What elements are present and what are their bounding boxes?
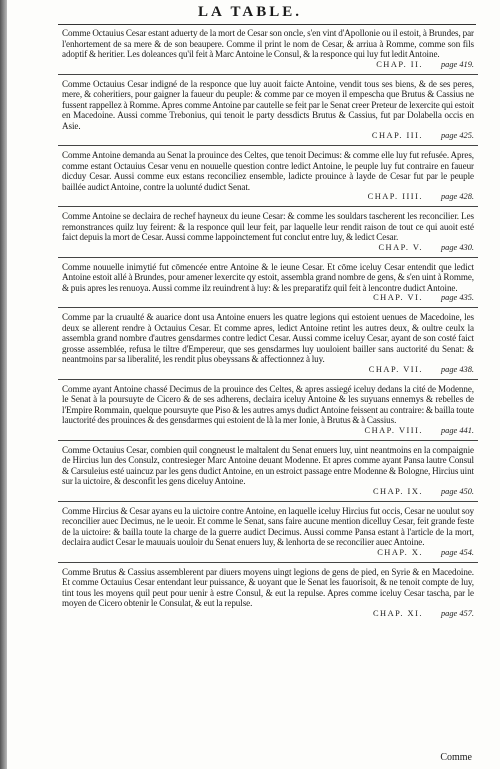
page-number: page 438. [440,364,474,374]
toc-entry [62,506,474,563]
entry-summary: Comme Hircius & Cesar ayans eu la uictoire contre Antoine, en laquelle iceluy Hircius fut occis, Cesar ne uoulut soy reconcilier auec Decimus, ne le ueoir. Et comme le Senat, sans faire aucune mention dicelluy Cesar, feit grande feste de la uictoire: & bailla toute la charge de la guerre audict Decimus. Aussi comme Pansa estant à l'article de la mort, declaira audict Cesar le mauuais uouloir du Senat enuers luy, & lenhorta de se reconcilier auec Antoine. [62,505,474,547]
entry-divider [58,257,478,258]
entry-reference [62,365,474,375]
toc-entry [62,262,474,309]
entry-divider [58,307,478,308]
chapter-number: CHAP. V. [378,242,423,252]
entry-reference [62,131,474,141]
entry-divider [58,74,478,75]
entry-summary: Comme Brutus & Cassius assemblerent par diuers moyens uingt legions de gens de pied, en Syrie & en Macedoine. Et comme Octauius Cesar entendant leur puissance, & uoyant que le Senat les fauorisoit, & ne tenoit compte de luy, tint tous les moyens quil peut pour uenir à estre Consul, & eut la repulse. Apres comme iceluy Cesar tascha, par le moyen de Cicero obtenir le Consulat, & eut la repulse. [62,566,474,608]
toc-entry [62,79,474,147]
page-header: LA TABLE. [198,4,302,20]
entry-summary: Comme Antoine se declaira de rechef hayneux du ieune Cesar: & comme les souldars tascherent les reconcilier. Les remonstrances quilz luy feirent: & la responce quil leur feit, par laquelle leur rendit raison de tout ce qui auoit esté faict depuis la mort de Cesar. Aussi comme lappoinctement fut conclut entre luy, & ledict Cesar. [62,211,474,242]
entry-reference [62,487,474,497]
entry-summary: Comme par la cruaulté & auarice dont usa Antoine enuers les quatre legions qui estoient uenues de Macedoine, les deux se allerent rendre à Octauius Cesar. Et comme apres, ledict Antoine retint les autres deux, & oultre ceulx la assembla grand nombre d'autres gensdarmes contre ledict Cesar. Aussi comme iceluy Cesar, ayant de son costé faict grosse assemblée, refusa le tiltre d'Empereur, que ses gensdarmes luy uouloient bailler sans auctorité du Senat: & neantmoins par sa liberalité, les rendit plus obeyssans & affectionnez à luy. [62,312,474,364]
entry-reference [62,426,474,436]
chapter-number: CHAP. II. [376,59,423,69]
toc-entry [62,384,474,441]
chapter-number: CHAP. IX. [372,486,423,496]
entry-reference [62,243,474,253]
chapter-number: CHAP. IIII. [367,192,423,201]
header-rule [58,24,476,25]
entry-summary: Comme Antoine demanda au Senat la prouince des Celtes, que tenoit Decimus: & comme elle luy fut refusée. Apres, comme estant Octauius Cesar venu en nouuelle question contre ledict Antoine, le peuple luy fut contraire en faueur dicduy Cesar. Aussi comme eux estans reconciliez ensemble, ladicte prouince à layde de Cesar fut par le peuple baillée audict Antoine, contre la uolunté dudict Senat. [62,150,474,192]
entry-divider [58,562,478,563]
entry-summary: Comme Octauius Cesar indigné de la responce que luy auoit faicte Antoine, vendit tous ses biens, & de ses peres, mere, & coheritiers, pour gaigner la faueur du peuple: & comme par ce moyen il empescha que Brutus & Cassius ne fussent rappellez à Romme. Apres comme Antoine par cautelle se feit par le Senat creer Preteur de lexercite qui estoit en Macedoine. Aussi comme Trebonius, qui tenoit le party dessdicts Brutus & Cassius, fut par Dolabella occis en Asie. [62,78,474,131]
chapter-number: CHAP. VII. [368,364,423,374]
page-number: page 419. [440,59,474,69]
page-number: page 425. [440,131,474,140]
chapter-number: CHAP. VI. [373,293,423,302]
entry-summary: Comme Octauius Cesar, combien quil congneust le maltalent du Senat enuers luy, uint neantmoins en la compaignie de Hircius lun des Consulz, contresieger Marc Antoine deuant Modenne. Et apres comme ayant Pansa lautre Consul & Carsuleius esté uaincuz par les gens dudict Antoine, en un estroict passage entre Modenne & Bologne, Hircius uint sur la uictoire, & desconfit les gens diceluy Antoine. [62,444,474,486]
toc-entry [62,150,474,207]
entry-reference [62,548,474,558]
entry-divider [58,206,478,207]
chapter-number: CHAP. X. [377,547,423,557]
toc-entry [62,567,474,619]
page-number: page 430. [440,242,474,252]
page-number: page 435. [440,293,474,302]
entry-summary: Comme Octauius Cesar estant aduerty de la mort de Cesar son oncle, s'en vint d'Apollonie ou il estoit, à Brundes, par l'enhortement de sa mere & de son beaupere. Comme il print le nom de Cesar, & arriua à Romme, comme son fils adoptif & heritier. Les doleances qu'il feit à Marc Antoine le Consul, & la responce qui luy fut ledit Antoine. [62,28,474,59]
table-of-contents [62,28,474,619]
page-number: page 454. [440,547,474,557]
toc-entry [62,28,474,75]
entry-divider [58,379,478,380]
page-number: page 450. [440,486,474,496]
page-number: page 441. [440,425,474,435]
chapter-number: CHAP. VIII. [364,425,423,435]
entry-reference [62,192,474,202]
page-number: page 428. [440,192,474,201]
toc-entry [62,211,474,258]
entry-divider [58,501,478,502]
entry-divider [58,145,478,146]
page-spine-shadow [0,0,7,769]
entry-reference [62,60,474,70]
entry-summary: Comme nouuelle inimytié fut cōmencée entre Antoine & le ieune Cesar. Et cōme iceluy Cesar entendit que ledict Antoine estoit allé à Brundes, pour amener lexercite qy estoit, assembla grand nombre de gens, & s'en uint à Romme, & puis apres les renuoya. Aussi comme ilz reuindrent à luy: & les preparatifz quil feit à lencontre dudict Antoine. [62,261,474,293]
chapter-number: CHAP. XI. [372,608,423,618]
entry-divider [58,440,478,441]
entry-reference [62,609,474,619]
page-number: page 457. [440,608,474,618]
toc-entry [62,445,474,502]
chapter-number: CHAP. III. [371,131,423,140]
toc-entry [62,312,474,380]
catchword: Comme [440,752,472,763]
entry-reference [62,293,474,303]
entry-summary: Comme ayant Antoine chassé Decimus de la prouince des Celtes, & apres assiegé iceluy dedans la cité de Modenne, le Senat à la poursuyte de Cicero & de ses adherens, declaira iceluy Antoine & les suyuans ennemys & rebelles de l'Empire Rommain, quelque poursuyte que Piso & les autres amys dudict Antoine feissent au contraire: & bailla toute lauctorité des prouinces & des gensdarmes qui estoient de là la mer Ionie, à Brutus & à Cassius. [62,383,474,425]
